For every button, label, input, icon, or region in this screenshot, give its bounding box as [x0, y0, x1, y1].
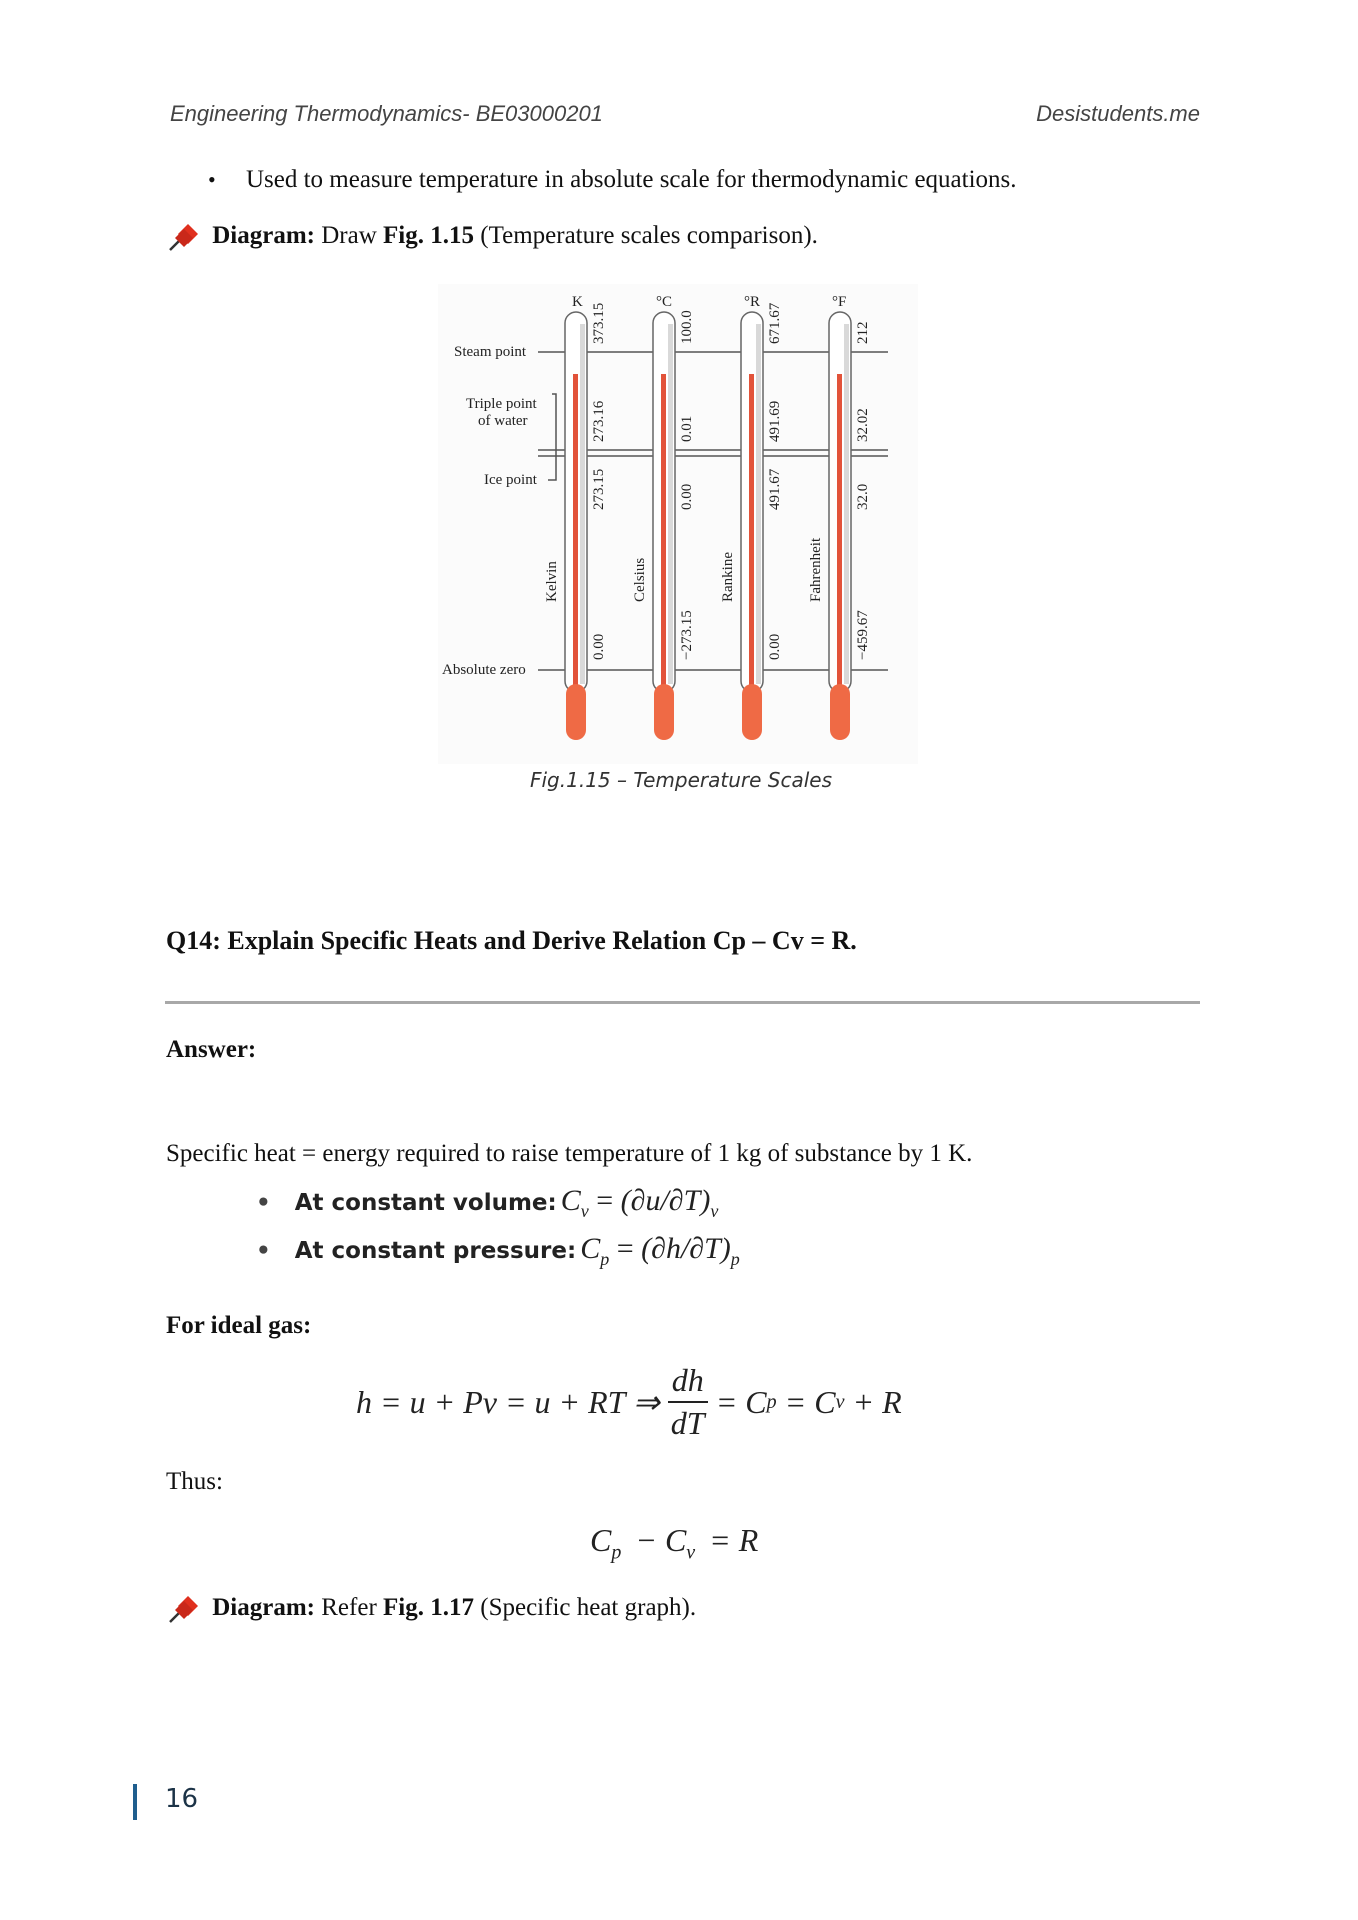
- eq2-sub-v: v: [686, 1541, 696, 1564]
- bullet-constant-volume: [256, 1184, 718, 1222]
- k-ice: 273.15: [591, 468, 607, 510]
- r-ice: 491.67: [767, 468, 783, 510]
- fig-ref: Fig. 1.17: [383, 1594, 474, 1621]
- intro-bullet: [208, 166, 1017, 194]
- thermometer-celsius: [632, 294, 695, 740]
- thermometer-kelvin: [544, 294, 607, 740]
- formula-paren: (∂u/∂T): [620, 1184, 711, 1217]
- equation-ideal-gas: [356, 1362, 902, 1442]
- eq1-rhs-c: + R: [852, 1383, 902, 1420]
- eq1-rhs-a: = C: [715, 1383, 767, 1420]
- eq1-fraction: [668, 1362, 708, 1442]
- ideal-gas-label: For ideal gas:: [166, 1312, 312, 1339]
- f-name: Fahrenheit: [808, 537, 824, 602]
- page-number: 16: [165, 1784, 199, 1814]
- label-absolute-zero: Absolute zero: [442, 662, 526, 678]
- eq2-cp: C: [590, 1522, 612, 1558]
- k-triple: 273.16: [591, 400, 607, 442]
- header-site: Desistudents.me: [1036, 101, 1200, 126]
- bullet-dot: •: [256, 1190, 271, 1216]
- r-name: Rankine: [720, 552, 736, 602]
- diagram-label: Diagram:: [212, 1594, 315, 1621]
- formula-sub: v: [580, 1201, 589, 1221]
- label-steam-point: Steam point: [454, 344, 527, 360]
- c-ice: 0.00: [679, 483, 695, 510]
- formula-cv: $C_v = (\partial u/\partial T)_v$: [560, 1184, 719, 1221]
- diagram-note-2: [166, 1594, 696, 1624]
- label-ice-point: Ice point: [484, 472, 537, 488]
- c-steam: 100.0: [679, 310, 695, 344]
- diagram-note-1: [166, 222, 818, 252]
- k-abs: 0.00: [591, 633, 607, 660]
- f-triple: 32.02: [855, 408, 871, 442]
- pushpin-icon: [166, 222, 200, 252]
- eq2-minus-cv: − C: [635, 1522, 687, 1558]
- answer-label: Answer:: [166, 1036, 257, 1063]
- figure-caption: Fig.1.15 – Temperature Scales: [530, 768, 833, 792]
- formula-sym: C: [560, 1184, 581, 1217]
- formula-paren: (∂h/∂T): [641, 1232, 731, 1265]
- formula-sub2: p: [730, 1249, 740, 1269]
- eq1-rhs-b: = C: [784, 1383, 836, 1420]
- eq1-lhs: h = u + Pv = u + RT ⇒: [356, 1384, 660, 1420]
- bullet-label: At constant volume:: [294, 1190, 557, 1216]
- f-ice: 32.0: [855, 483, 871, 510]
- diagram-verb: Draw: [321, 222, 377, 249]
- bullet-label: At constant pressure:: [294, 1238, 577, 1264]
- bullet-dot: •: [256, 1238, 271, 1264]
- thus-label: Thus:: [166, 1468, 223, 1495]
- c-abs: −273.15: [679, 610, 695, 660]
- label-triple-point-1: Triple point: [466, 396, 537, 412]
- thermometer-fahrenheit: [808, 294, 871, 740]
- f-steam: 212: [855, 321, 871, 344]
- fig-ref: Fig. 1.15: [383, 222, 474, 249]
- unit-r: °R: [744, 294, 761, 310]
- eq2-rhs: = R: [709, 1522, 759, 1558]
- specific-heat-definition: Specific heat = energy required to raise temperature of 1 kg of substance by 1 K.: [166, 1140, 973, 1167]
- header-course-title: Engineering Thermodynamics- BE03000201: [170, 101, 603, 126]
- eq1-denominator: dT: [670, 1405, 705, 1441]
- pushpin-icon: [166, 1594, 200, 1624]
- label-triple-point-2: of water: [478, 413, 528, 429]
- diagram-label: Diagram:: [212, 222, 315, 249]
- unit-f: °F: [832, 294, 847, 310]
- diagram-desc: (Temperature scales comparison).: [480, 222, 818, 249]
- k-steam: 373.15: [591, 302, 607, 344]
- unit-c: °C: [656, 294, 673, 310]
- r-triple: 491.69: [767, 400, 783, 442]
- c-triple: 0.01: [679, 415, 695, 442]
- r-steam: 671.67: [767, 302, 783, 344]
- eq1-numerator: dh: [668, 1362, 708, 1403]
- formula-sub: p: [600, 1249, 610, 1269]
- f-abs: −459.67: [855, 610, 871, 660]
- page-number-accent-bar: [133, 1784, 137, 1820]
- formula-cp: $C_p = (\partial h/\partial T)_p$: [580, 1232, 740, 1269]
- diagram-verb: Refer: [321, 1594, 377, 1621]
- eq1-sub-v: v: [835, 1390, 845, 1413]
- equation-result: [590, 1522, 758, 1564]
- thermometer-rankine: [720, 294, 783, 740]
- divider: [165, 1001, 1200, 1004]
- bullet-constant-pressure: [256, 1232, 740, 1270]
- bullet-dot: •: [208, 167, 216, 192]
- diagram-desc: (Specific heat graph).: [480, 1594, 697, 1621]
- r-abs: 0.00: [767, 633, 783, 660]
- c-name: Celsius: [632, 557, 648, 602]
- formula-sub2: v: [710, 1201, 719, 1221]
- formula-sym: C: [580, 1232, 601, 1265]
- eq2-sub-p: p: [611, 1541, 622, 1564]
- intro-bullet-text: Used to measure temperature in absolute scale for thermodynamic equations.: [245, 166, 1017, 193]
- k-name: Kelvin: [544, 561, 560, 602]
- question-title: Q14: Explain Specific Heats and Derive Relation Cp – Cv = R.: [166, 926, 857, 955]
- eq1-sub-p: p: [766, 1390, 777, 1413]
- unit-k: K: [572, 294, 583, 310]
- temperature-scales-figure: [438, 284, 918, 764]
